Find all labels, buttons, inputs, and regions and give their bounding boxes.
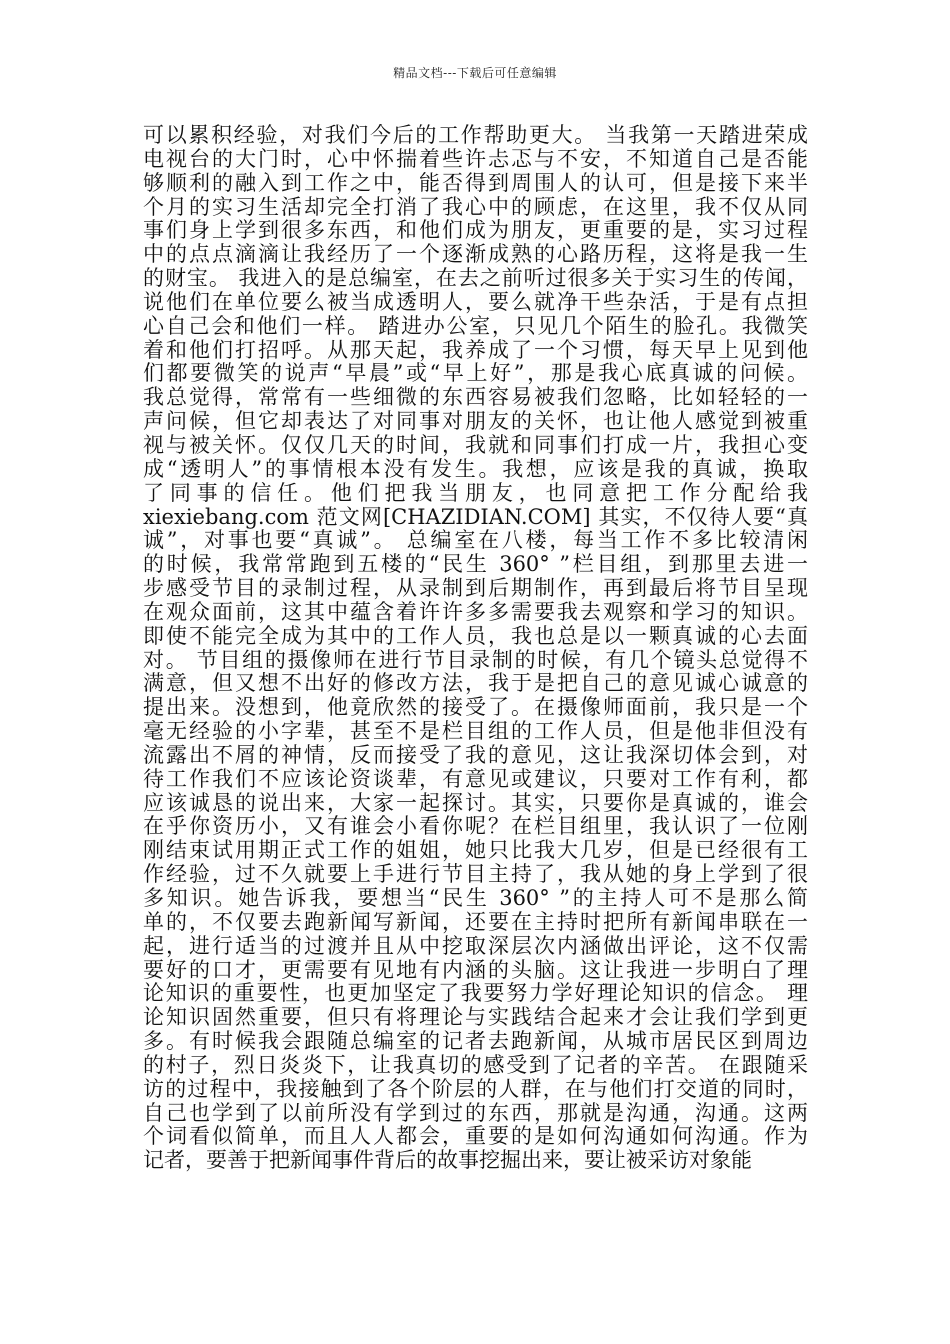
body-line: 的村子，烈日炎炎下，让我真切的感受到了记者的辛苦。 在跟随采	[143, 1053, 808, 1077]
body-line: 在观众面前，这其中蕴含着许许多多需要我去观察和学习的知识。	[143, 600, 808, 624]
body-line: 们都要微笑的说声“早晨”或“早上好”，那是我心底真诚的问候。	[143, 362, 808, 386]
body-line: 说他们在单位要么被当成透明人，要么就净干些杂活，于是有点担	[143, 290, 808, 314]
body-line: 中的点点滴滴让我经历了一个逐渐成熟的心路历程，这将是我一生	[143, 243, 808, 267]
body-line: 流露出不屑的神情，反而接受了我的意见，这让我深切体会到，对	[143, 743, 808, 767]
body-line: 够顺利的融入到工作之中，能否得到周围人的认可，但是接下来半	[143, 171, 808, 195]
body-line: xiexiebang.com 范文网[CHAZIDIAN.COM] 其实，不仅待人要“真	[143, 505, 808, 529]
body-line: 多。有时候我会跟随总编室的记者去跑新闻，从城市居民区到周边	[143, 1030, 808, 1054]
body-line: 待工作我们不应该论资谈辈，有意见或建议，只要对工作有利，都	[143, 767, 808, 791]
body-line: 声问候，但它却表达了对同事对朋友的关怀，也让他人感觉到被重	[143, 410, 808, 434]
body-line: 在乎你资历小，又有谁会小看你呢？在栏目组里，我认识了一位刚	[143, 815, 808, 839]
body-line: 作经验，过不久就要上手进行节目主持了，我从她的身上学到了很	[143, 863, 808, 887]
body-line: 要好的口才，更需要有见地有内涵的头脑。这让我进一步明白了理	[143, 958, 808, 982]
body-line: 心自己会和他们一样。 踏进办公室，只见几个陌生的脸孔。我微笑	[143, 314, 808, 338]
body-line: 自己也学到了以前所没有学到过的东西，那就是沟通，沟通。这两	[143, 1101, 808, 1125]
body-line: 我总觉得，常常有一些细微的东西容易被我们忽略，比如轻轻的一	[143, 386, 808, 410]
body-line: 论知识的重要性，也更加坚定了我要努力学好理论知识的信念。 理	[143, 982, 808, 1006]
body-line: 满意，但又想不出好的修改方法，我于是把自己的意见诚心诚意的	[143, 672, 808, 696]
body-line: 论知识固然重要，但只有将理论与实践结合起来才会让我们学到更	[143, 1006, 808, 1030]
body-line: 起，进行适当的过渡并且从中挖取深层次内涵做出评论，这不仅需	[143, 934, 808, 958]
body-line: 视与被关怀。仅仅几天的时间，我就和同事们打成一片，我担心变	[143, 433, 808, 457]
body-line: 多知识。她告诉我，要想当“民生 360° ”的主持人可不是那么简	[143, 887, 808, 910]
body-line: 的财宝。 我进入的是总编室，在去之前听过很多关于实习生的传闻，	[143, 267, 808, 291]
page-header: 精品文档---下载后可任意编辑	[393, 66, 557, 80]
body-line: 提出来。没想到，他竟欣然的接受了。在摄像师面前，我只是一个	[143, 696, 808, 720]
body-line: 访的过程中，我接触到了各个阶层的人群，在与他们打交道的同时，	[143, 1077, 808, 1101]
body-line: 个词看似简单，而且人人都会，重要的是如何沟通如何沟通。作为	[143, 1125, 808, 1149]
body-line: 应该诚恳的说出来，大家一起探讨。其实，只要你是真诚的，谁会	[143, 791, 808, 815]
body-line: 刚结束试用期正式工作的姐姐，她只比我大几岁，但是已经很有工	[143, 839, 808, 863]
body-line: 即使不能完全成为其中的工作人员，我也总是以一颗真诚的心去面	[143, 624, 808, 648]
body-line: 电视台的大门时，心中怀揣着些许忐忑与不安，不知道自己是否能	[143, 147, 808, 171]
body-line: 着和他们打招呼。从那天起，我养成了一个习惯，每天早上见到他	[143, 338, 808, 362]
body-line: 成“透明人”的事情根本没有发生。我想，应该是我的真诚，换取	[143, 457, 808, 481]
body-line: 步感受节目的录制过程，从录制到后期制作，再到最后将节目呈现	[143, 577, 808, 601]
body-line: 事们身上学到很多东西，和他们成为朋友，更重要的是，实习过程	[143, 219, 808, 243]
body-line: 诚”，对事也要“真诚”。 总编室在八楼，每当工作不多比较清闲	[143, 529, 808, 553]
body-line: 了同事的信任。他们把我当朋友，也同意把工作分配给我	[143, 481, 808, 505]
body-line: 个月的实习生活却完全打消了我心中的顾虑，在这里，我不仅从同	[143, 195, 808, 219]
body-line: 对。 节目组的摄像师在进行节目录制的时候，有几个镜头总觉得不	[143, 648, 808, 672]
body-line: 可以累积经验，对我们今后的工作帮助更大。 当我第一天踏进荣成	[143, 124, 808, 147]
body-line: 记者，要善于把新闻事件背后的故事挖掘出来，要让被采访对象能	[143, 1149, 752, 1173]
body-line: 单的，不仅要去跑新闻写新闻，还要在主持时把所有新闻串联在一	[143, 910, 808, 934]
body-line: 的时候，我常常跑到五楼的“民生 360° ”栏目组，到那里去进一	[143, 553, 808, 577]
body-line: 毫无经验的小字辈，甚至不是栏目组的工作人员，但是他非但没有	[143, 720, 808, 744]
body-text	[143, 124, 808, 1173]
